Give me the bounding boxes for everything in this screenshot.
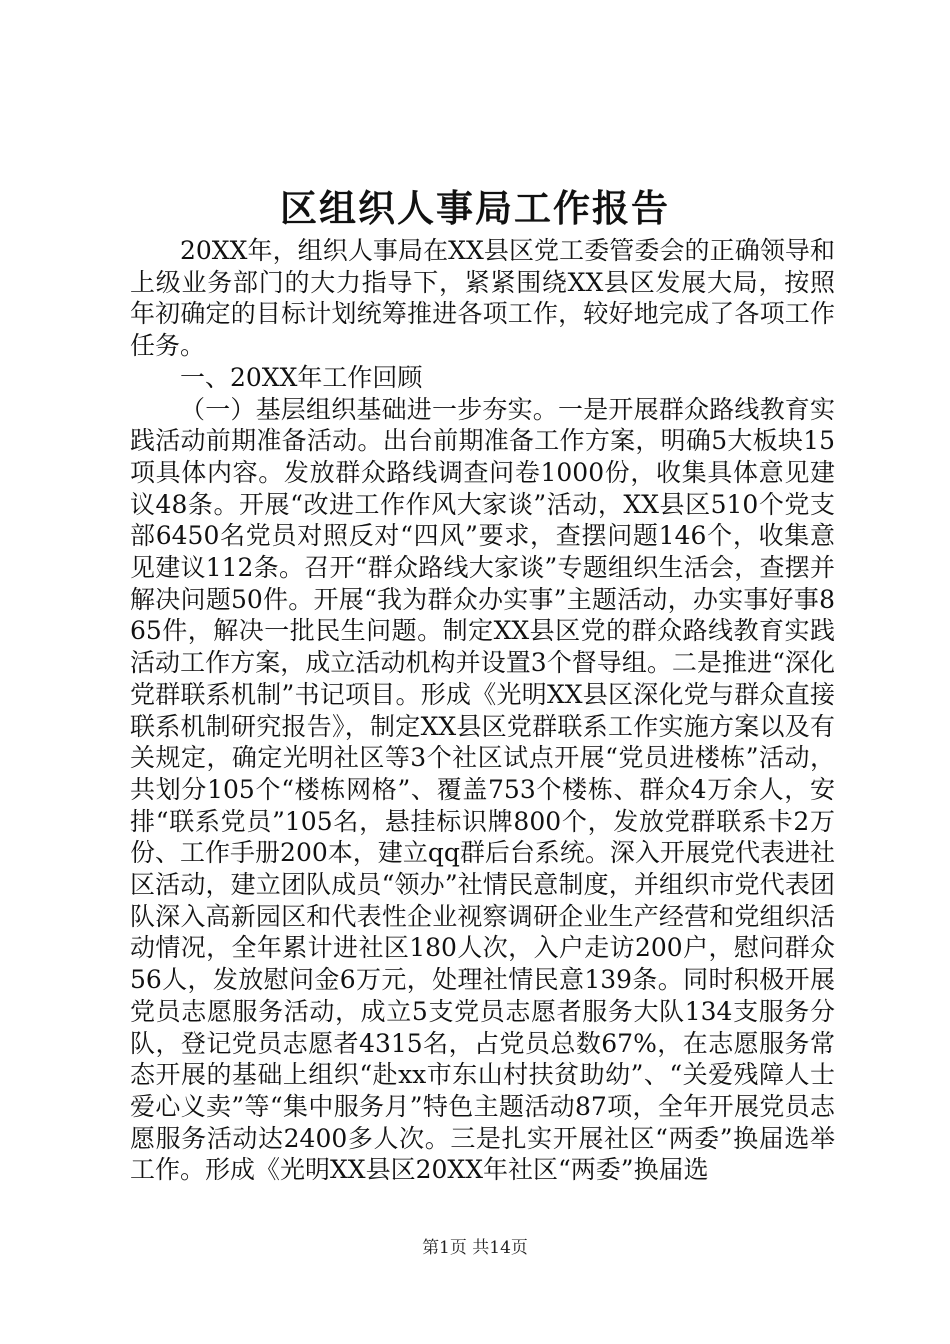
document-body (130, 235, 835, 1186)
document-title: 区组织人事局工作报告 (280, 186, 670, 230)
intro-paragraph: 20XX年，组织人事局在XX县区党工委管委会的正确领导和上级业务部门的大力指导下，紧紧围绕XX县区发展大局，按照年初确定的目标计划统筹推进各项工作，较好地完成了各项工作任务。 (130, 236, 835, 361)
section-heading: 一、20XX年工作回顾 (180, 362, 423, 392)
body-paragraph: （一）基层组织基础进一步夯实。一是开展群众路线教育实践活动前期准备活动。出台前期准备工作方案，明确5大板块15项具体内容。发放群众路线调查问卷1000份，收集具体意见建议48条。开展“改进工作作风大家谈”活动，XX县区510个党支部6450名党员对照反对“四风”要求，查摆问题146个，收集意见建议112条。召开“群众路线大家谈”专题组织生活会，查摆并解决问题50件。开展“我为群众办实事”主题活动，办实事好事865件，解决一批民生问题。制定XX县区党的群众路线教育实践活动工作方案，成立活动机构并设置3个督导组。二是推进“深化党群联系机制”书记项目。形成《光明XX县区深化党与群众直接联系机制研究报告》，制定XX县区党群联系工作实施方案以及有关规定，确定光明社区等3个社区试点开展“党员进楼栋”活动，共划分105个“楼栋网格”、覆盖753个楼栋、群众4万余人，安排“联系党员”105名，悬挂标识牌800个，发放党群联系卡2万份、工作手册200本，建立qq群后台系统。深入开展党代表进社区活动，建立团队成员“领办”社情民意制度，并组织市党代表团队深入高新园区和代表性企业视察调研企业生产经营和党组织活动情况，全年累计进社区180人次，入户走访200户，慰问群众56人，发放慰问金6万元，处理社情民意139条。同时积极开展党员志愿服务活动，成立5支党员志愿者服务大队134支服务分队，登记党员志愿者4315名，占党员总数67%，在志愿服务常态开展的基础上组织“赴xx市东山村扶贫助幼”、“关爱残障人士爱心义卖”等“集中服务月”特色主题活动87项，全年开展党员志愿服务活动达2400多人次。三是扎实开展社区“两委”换届选举工作。形成《光明XX县区20XX年社区“两委”换届选 (130, 394, 835, 1185)
page-number: 第1页 共14页 (422, 1238, 528, 1258)
